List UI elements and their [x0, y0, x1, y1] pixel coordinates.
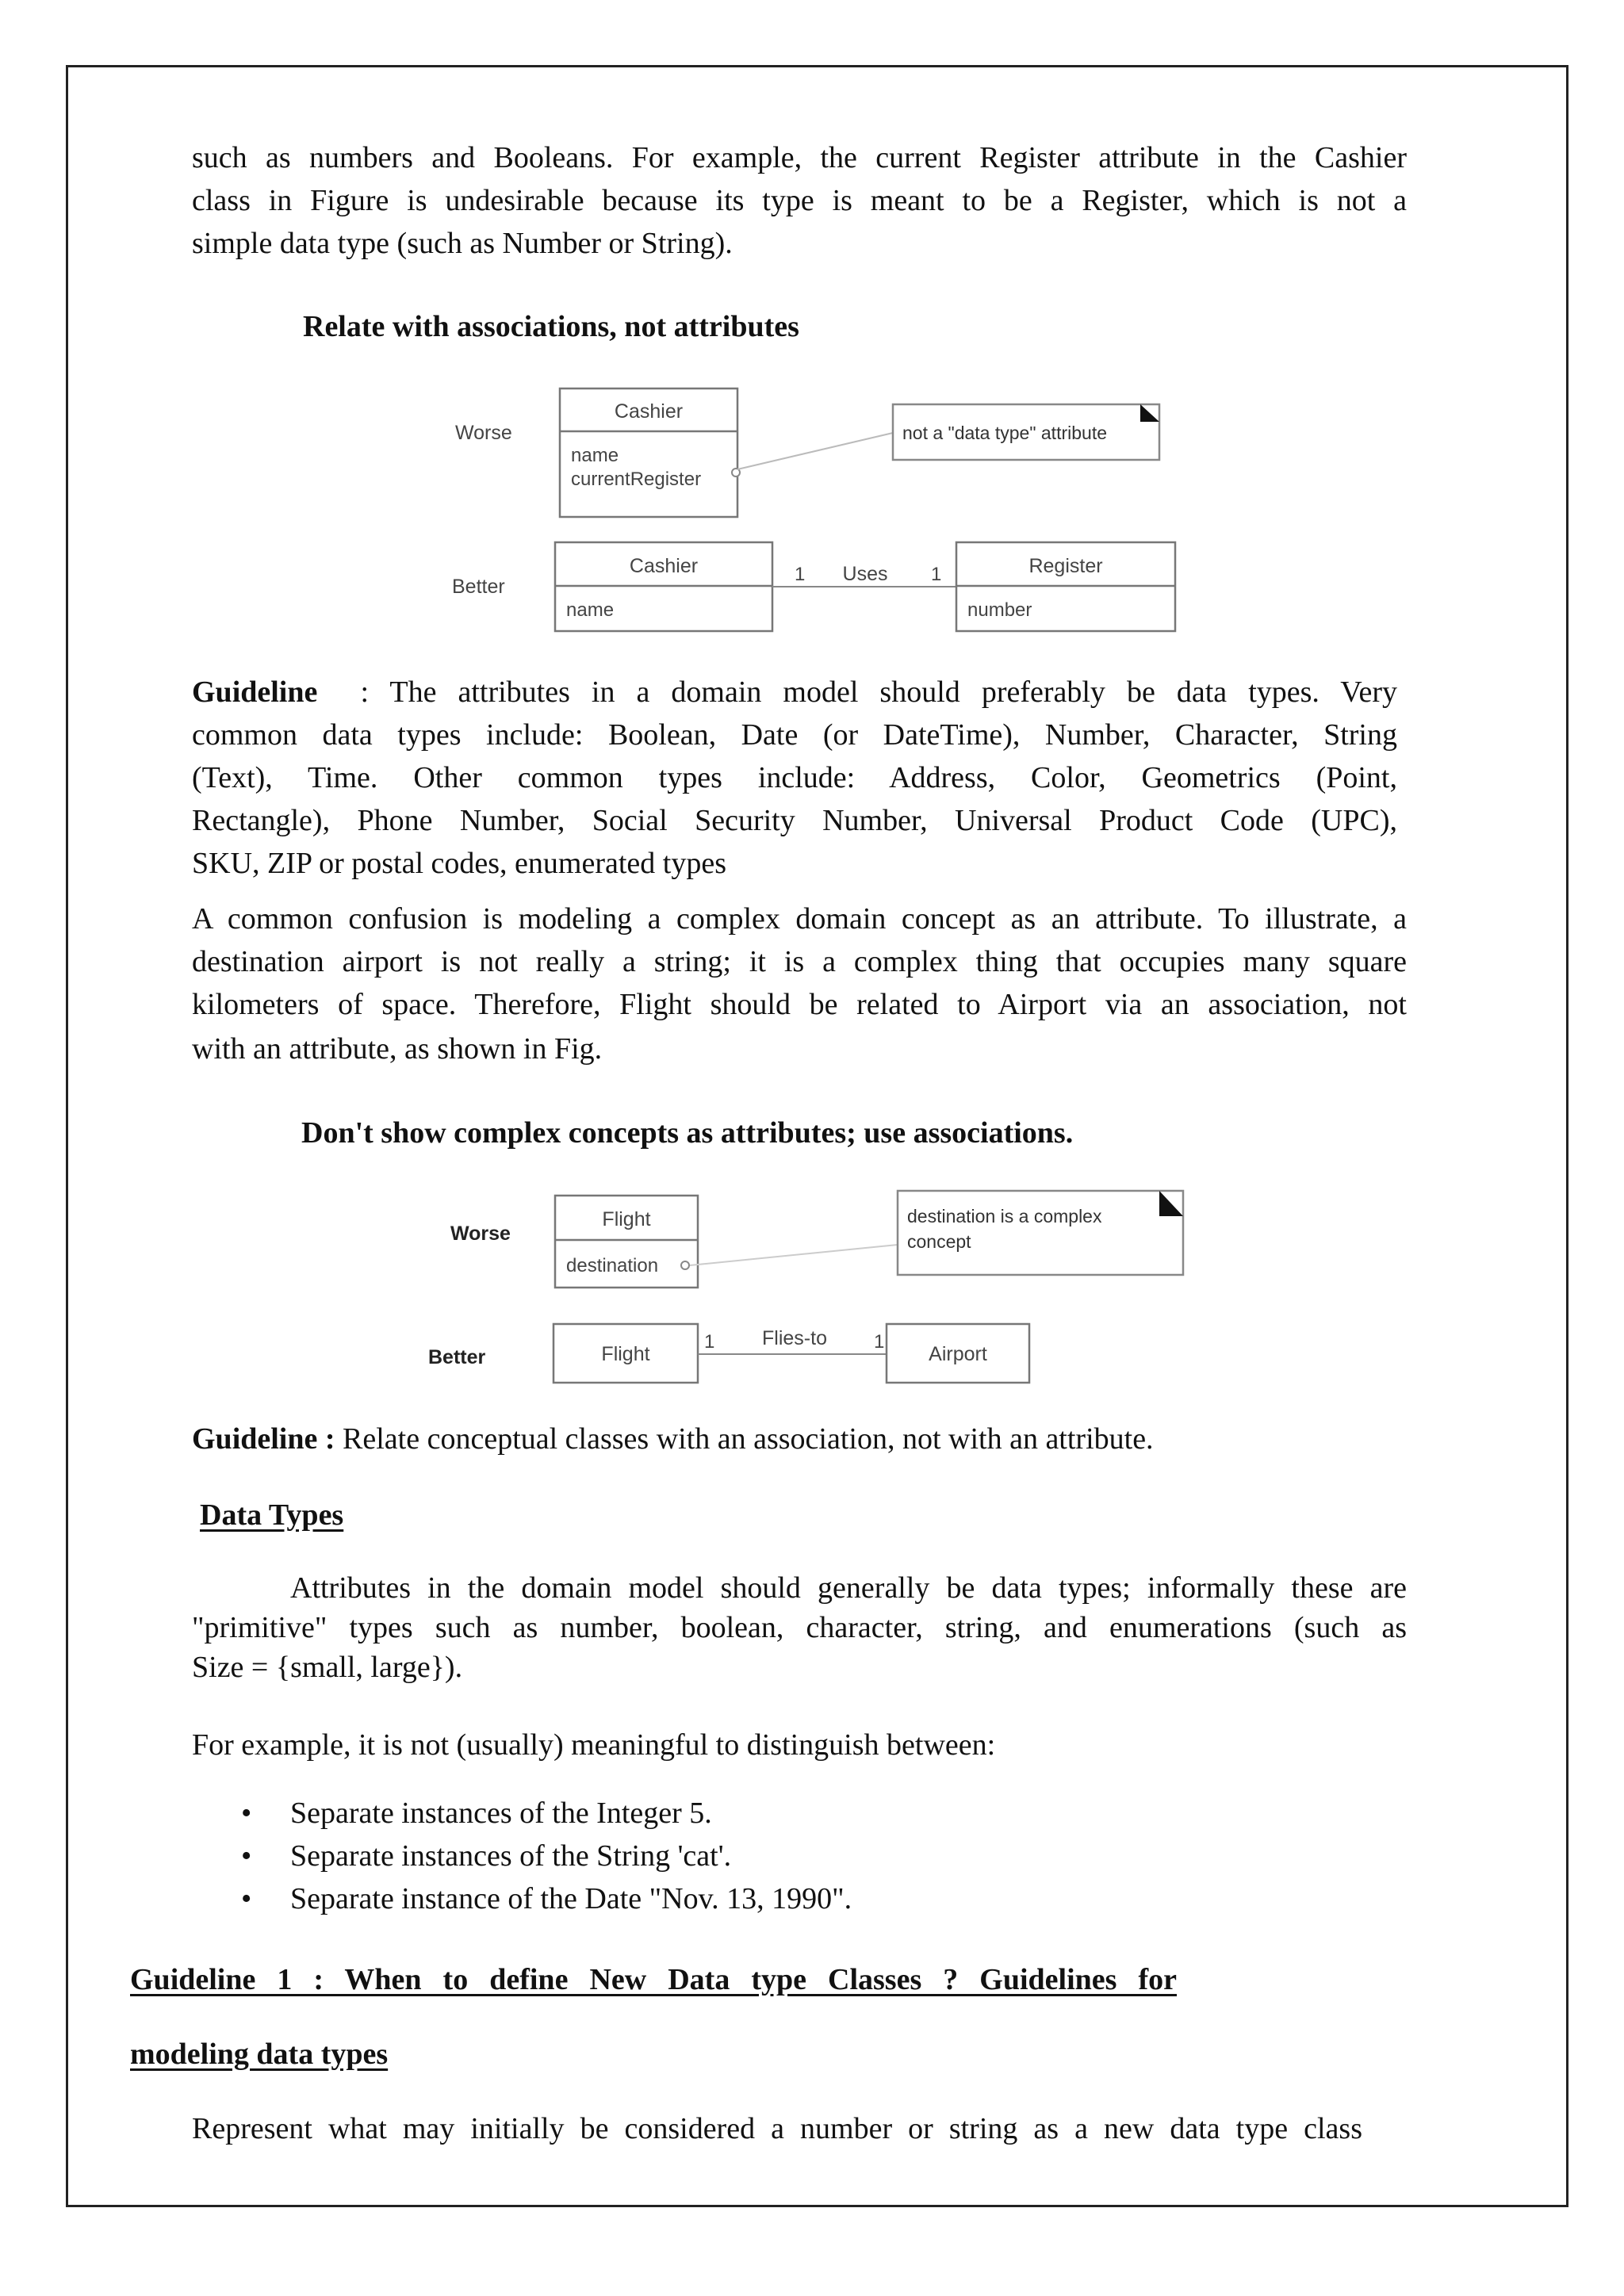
uses-label: Uses — [842, 563, 888, 585]
confusion-line-2: destination airport is not really a string; it is a complex thing that occupies many square — [192, 945, 1407, 978]
figure2-note-line2: concept — [907, 1231, 971, 1252]
better-register-attr: number — [967, 599, 1032, 621]
figure1-caption: Relate with associations, not attributes — [303, 310, 799, 343]
confusion-line-4: with an attribute, as shown in Fig. — [192, 1032, 603, 1066]
worse-flight-class — [555, 1196, 698, 1288]
figure2-caption: Don't show complex concepts as attributes; use associations. — [301, 1116, 1074, 1150]
guideline2-label: Guideline : — [192, 1422, 335, 1456]
guideline1-line-5: SKU, ZIP or postal codes, enumerated types — [192, 847, 726, 880]
intro-line-3: simple data type (such as Number or String). — [192, 227, 733, 260]
figure1-worse-label: Worse — [455, 422, 512, 444]
better-airport-name: Airport — [929, 1343, 987, 1365]
better-register-class — [956, 542, 1175, 631]
guideline3-heading-line2: modeling data types — [130, 2038, 389, 2071]
bullet-icon: • — [241, 1839, 252, 1873]
guideline1-line-1-text: : The attributes in a domain model should preferably be data types. Very — [360, 675, 1398, 709]
data-types-heading: Data Types — [200, 1498, 344, 1532]
better-cashier-class — [555, 542, 772, 631]
guideline1-line-3: (Text), Time. Other common types include: Address, Color, Geometrics (Point, — [192, 761, 1397, 794]
figure2-note-line1: destination is a complex — [907, 1206, 1102, 1226]
guideline1-line-1 — [192, 671, 1397, 714]
guideline1-line-4: Rectangle), Phone Number, Social Security Number, Universal Product Code (UPC), — [192, 804, 1397, 837]
confusion-line-3: kilometers of space. Therefore, Flight should be related to Airport via an association, not — [192, 988, 1407, 1021]
figure1-note-text: not a "data type" attribute — [902, 423, 1107, 443]
list-item — [241, 1792, 852, 1835]
guideline3-heading-line1: Guideline 1 : When to define New Data type Classes ? Guidelines for — [130, 1963, 1177, 1996]
list-item — [241, 1835, 852, 1877]
better-register-name: Register — [1028, 555, 1103, 577]
worse-flight-attr: destination — [566, 1255, 659, 1276]
bullet-text-3: Separate instance of the Date "Nov. 13, 1990". — [290, 1882, 852, 1915]
worse-cashier-attr-register: currentRegister — [571, 469, 702, 490]
bullet-text-2: Separate instances of the String 'cat'. — [290, 1839, 732, 1873]
better-cashier-attr: name — [566, 599, 615, 621]
flies-to-mult-left: 1 — [704, 1331, 715, 1353]
attribute-marker-icon — [681, 1261, 689, 1269]
bullet-text-1: Separate instances of the Integer 5. — [290, 1797, 712, 1830]
figure1-better-label: Better — [452, 576, 505, 598]
better-flight-name: Flight — [601, 1343, 650, 1365]
data-types-line-3: Size = {small, large}). — [192, 1651, 463, 1684]
guideline1-label: Guideline — [192, 675, 318, 709]
better-cashier-name: Cashier — [629, 555, 699, 577]
worse-cashier-class — [560, 388, 740, 517]
guideline1-line-2: common data types include: Boolean, Date (or DateTime), Number, Character, String — [192, 718, 1397, 752]
bullet-list — [241, 1792, 852, 1920]
flies-to-label: Flies-to — [762, 1327, 827, 1349]
figure2-worse-label: Worse — [450, 1223, 511, 1245]
figure2-note — [898, 1191, 1183, 1275]
flies-to-mult-right: 1 — [874, 1331, 885, 1353]
uses-mult-right: 1 — [931, 564, 942, 585]
figure1-note — [893, 404, 1159, 460]
worse-flight-name: Flight — [602, 1208, 651, 1230]
intro-line-2: class in Figure is undesirable because its type is meant to be a Register, which is not a — [192, 184, 1407, 217]
data-types-line-2: "primitive" types such as number, boolean, character, string, and enumerations (such as — [192, 1611, 1407, 1644]
note2-connector — [690, 1245, 898, 1265]
figure1-diagram — [428, 373, 1221, 642]
worse-cashier-name: Cashier — [614, 400, 684, 423]
figure2-better-label: Better — [428, 1346, 486, 1368]
confusion-line-1: A common confusion is modeling a complex domain concept as an attribute. To illustrate, a — [192, 902, 1407, 936]
intro-line-1: such as numbers and Booleans. For example, the current Register attribute in the Cashier — [192, 141, 1407, 174]
bullet-icon: • — [241, 1882, 252, 1915]
bullet-icon: • — [241, 1797, 252, 1830]
uses-mult-left: 1 — [795, 564, 806, 585]
guideline3-text: Represent what may initially be considered a number or string as a new data type class — [192, 2112, 1362, 2145]
worse-cashier-attr-name: name — [571, 445, 619, 466]
example-intro: For example, it is not (usually) meaningful to distinguish between: — [192, 1728, 996, 1762]
list-item — [241, 1877, 852, 1920]
guideline2-text: Relate conceptual classes with an association, not with an attribute. — [343, 1422, 1154, 1456]
guideline2 — [192, 1418, 1154, 1460]
data-types-line-1: Attributes in the domain model should generally be data types; informally these are — [290, 1571, 1407, 1605]
figure2-diagram — [420, 1181, 1213, 1403]
note-connector — [737, 433, 893, 469]
